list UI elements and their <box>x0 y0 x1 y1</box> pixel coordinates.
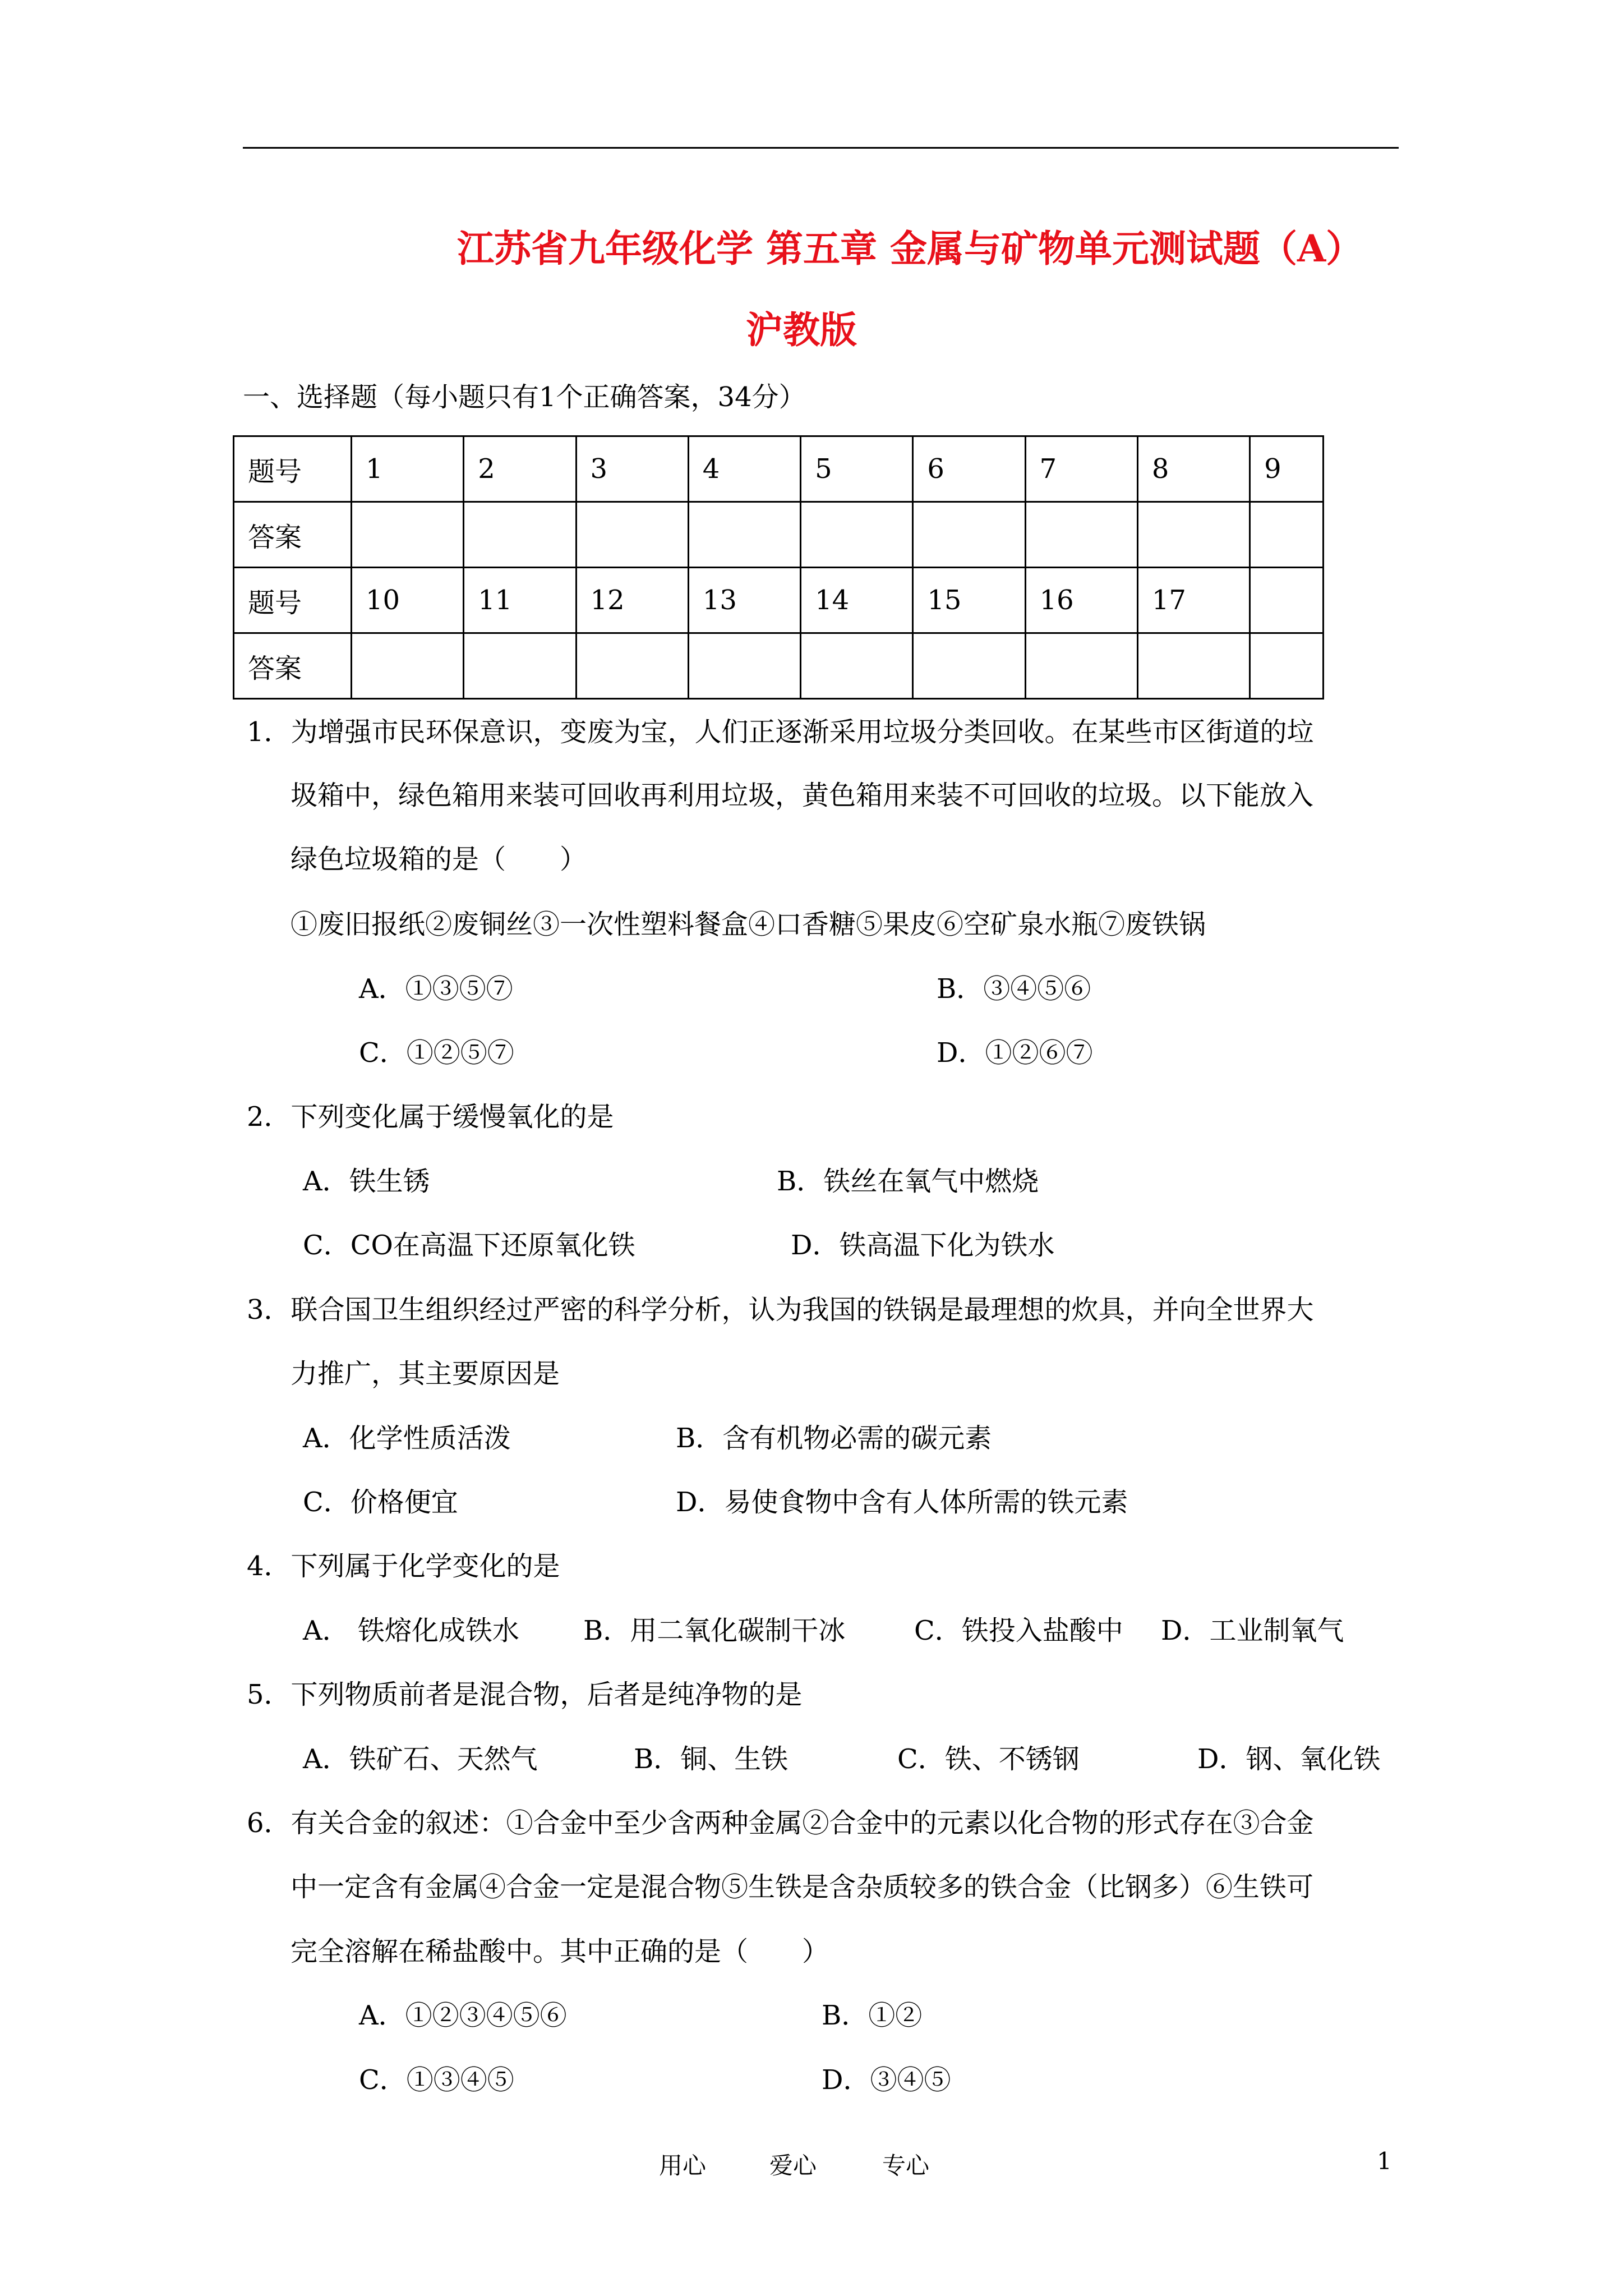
footer-motto-3: 专心 <box>882 2152 930 2179</box>
table-cell: 题号 <box>234 436 352 502</box>
table-cell: 1 <box>352 436 464 502</box>
table-cell: 9 <box>1250 436 1324 502</box>
question-1-line-4: ①废旧报纸②废铜丝③一次性塑料餐盒④口香糖⑤果皮⑥空矿泉水瓶⑦废铁锅 <box>291 909 1206 940</box>
question-2-option-b: B．铁丝在氧气中燃烧 <box>777 1166 1039 1197</box>
question-6-option-d: D．③④⑤ <box>822 2064 951 2096</box>
question-4-option-c: C．铁投入盐酸中 <box>914 1615 1123 1646</box>
question-2-option-c: C．CO在高温下还原氧化铁 <box>303 1230 635 1261</box>
question-6-line-1: 6．有关合金的叙述：①合金中至少含两种金属②合金中的元素以化合物的形式存在③合金 <box>247 1807 1314 1839</box>
question-1-option-a: A．①③⑤⑦ <box>359 973 513 1005</box>
question-2-option-a: A．铁生锈 <box>303 1166 430 1197</box>
answer-table <box>233 435 1324 700</box>
question-4-option-a: A． 铁熔化成铁水 <box>303 1615 519 1646</box>
answer-cell <box>1250 633 1324 699</box>
answer-cell <box>1137 633 1249 699</box>
table-cell: 10 <box>352 568 464 633</box>
answer-cell <box>913 633 1025 699</box>
question-1-line-1: 1．为增强市民环保意识，变废为宝，人们正逐渐采用垃圾分类回收。在某些市区街道的垃 <box>247 716 1314 748</box>
page-title: 江苏省九年级化学 第五章 金属与矿物单元测试题（A） <box>457 227 1363 270</box>
footer-motto-1: 用心 <box>659 2152 707 2179</box>
table-row <box>234 502 1324 568</box>
question-1-option-c: C．①②⑤⑦ <box>359 1037 514 1069</box>
table-cell: 2 <box>464 436 576 502</box>
question-2-option-d: D．铁高温下化为铁水 <box>791 1230 1055 1261</box>
question-1-option-d: D．①②⑥⑦ <box>937 1037 1093 1069</box>
table-cell: 6 <box>913 436 1025 502</box>
question-4-option-b: B．用二氧化碳制干冰 <box>583 1615 846 1646</box>
table-cell: 5 <box>801 436 913 502</box>
answer-cell <box>801 633 913 699</box>
question-5-option-a: A．铁矿石、天然气 <box>303 1743 538 1775</box>
answer-cell <box>464 502 576 568</box>
answer-cell <box>1025 633 1137 699</box>
table-row <box>234 568 1324 633</box>
question-6-line-2: 中一定含有金属④合金一定是混合物⑤生铁是含杂质较多的铁合金（比钢多）⑥生铁可 <box>291 1871 1314 1903</box>
question-6-option-a: A．①②③④⑤⑥ <box>359 2000 567 2031</box>
question-3-option-c: C．价格便宜 <box>303 1487 458 1518</box>
answer-cell <box>576 502 688 568</box>
header-rule <box>243 147 1399 149</box>
table-cell: 8 <box>1137 436 1249 502</box>
answer-cell <box>688 633 800 699</box>
page-subtitle: 沪教版 <box>746 308 857 352</box>
table-cell: 7 <box>1025 436 1137 502</box>
question-3-option-d: D．易使食物中含有人体所需的铁元素 <box>676 1487 1128 1518</box>
answer-cell <box>352 633 464 699</box>
question-5-stem: 5．下列物质前者是混合物，后者是纯净物的是 <box>247 1679 803 1710</box>
table-cell: 4 <box>688 436 800 502</box>
answer-cell <box>1250 568 1324 633</box>
table-cell: 11 <box>464 568 576 633</box>
question-4-stem: 4．下列属于化学变化的是 <box>247 1550 560 1582</box>
question-1-line-2: 圾箱中，绿色箱用来装可回收再利用垃圾，黄色箱用来装不可回收的垃圾。以下能放入 <box>291 780 1314 811</box>
table-cell: 16 <box>1025 568 1137 633</box>
table-row <box>234 633 1324 699</box>
section-heading: 一、选择题（每小题只有1个正确答案，34分） <box>243 381 806 413</box>
page-number: 1 <box>1377 2147 1392 2175</box>
answer-cell <box>1025 502 1137 568</box>
answer-cell <box>352 502 464 568</box>
question-5-option-c: C．铁、不锈钢 <box>897 1743 1080 1775</box>
question-5-option-d: D．钢、氧化铁 <box>1197 1743 1381 1775</box>
table-cell: 答案 <box>234 633 352 699</box>
table-cell: 题号 <box>234 568 352 633</box>
question-3-line-2: 力推广，其主要原因是 <box>291 1358 560 1389</box>
table-cell: 13 <box>688 568 800 633</box>
answer-cell <box>688 502 800 568</box>
question-3-option-b: B．含有机物必需的碳元素 <box>676 1423 992 1454</box>
question-1-option-b: B．③④⑤⑥ <box>937 973 1091 1005</box>
answer-cell <box>1137 502 1249 568</box>
table-cell: 15 <box>913 568 1025 633</box>
table-row <box>234 436 1324 502</box>
question-3-line-1: 3．联合国卫生组织经过严密的科学分析，认为我国的铁锅是最理想的炊具，并向全世界大 <box>247 1294 1314 1326</box>
answer-cell <box>1250 502 1324 568</box>
table-cell: 答案 <box>234 502 352 568</box>
question-6-option-c: C．①③④⑤ <box>359 2064 514 2096</box>
question-6-option-b: B．①② <box>822 2000 923 2031</box>
table-cell: 17 <box>1137 568 1249 633</box>
table-cell: 12 <box>576 568 688 633</box>
answer-cell <box>913 502 1025 568</box>
answer-cell <box>576 633 688 699</box>
table-cell: 3 <box>576 436 688 502</box>
question-3-option-a: A．化学性质活泼 <box>303 1423 511 1454</box>
question-5-option-b: B．铜、生铁 <box>634 1743 789 1775</box>
question-1-line-3: 绿色垃圾箱的是（ ） <box>291 844 587 875</box>
answer-cell <box>464 633 576 699</box>
answer-cell <box>801 502 913 568</box>
question-2-stem: 2．下列变化属于缓慢氧化的是 <box>247 1101 614 1133</box>
table-cell: 14 <box>801 568 913 633</box>
footer-motto-2: 爱心 <box>769 2152 817 2179</box>
question-4-option-d: D．工业制氧气 <box>1161 1615 1344 1646</box>
question-6-line-3: 完全溶解在稀盐酸中。其中正确的是（ ） <box>291 1936 829 1967</box>
